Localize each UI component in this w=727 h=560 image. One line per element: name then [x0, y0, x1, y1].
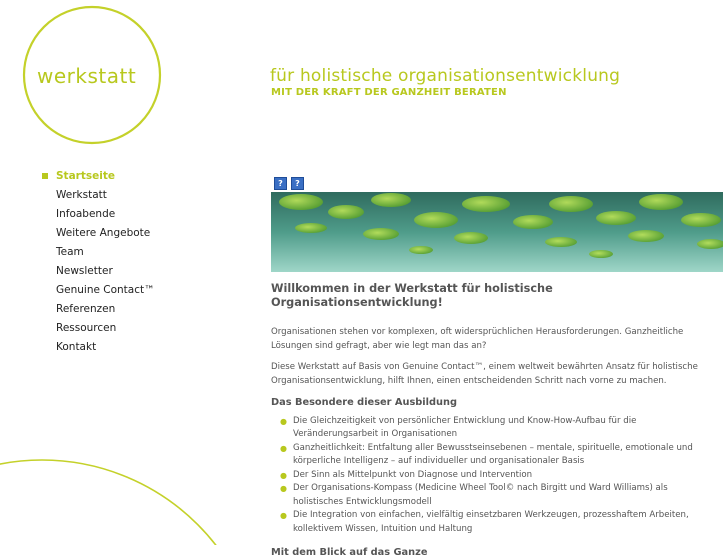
help-icon[interactable]: ? [291, 177, 304, 190]
site-subline: MIT DER KRAFT DER GANZHEIT BERATEN [271, 87, 507, 98]
nav-label: Genuine Contact™ [56, 283, 155, 296]
main-navigation [42, 166, 155, 356]
nav-label: Kontakt [56, 340, 97, 353]
nav-item-kontakt[interactable] [42, 337, 155, 356]
nav-item-genuine-contact[interactable] [42, 280, 155, 299]
nav-label: Werkstatt [56, 188, 107, 201]
list-item: ● Die Integration von einfachen, vielfältig einsetzbaren Werkzeugen, prozesshaftem Arbeiten, kollektivem Wissen, Intuition und Haltung [293, 509, 716, 536]
header-banner-image [271, 192, 723, 272]
section-heading-2: Mit dem Blick auf das Ganze [271, 547, 428, 558]
list-item: ● Der Sinn als Mittelpunkt von Diagnose und Intervention [293, 469, 716, 483]
nav-label: Startseite [56, 169, 115, 182]
feature-list [271, 415, 716, 537]
main-content [271, 282, 716, 560]
logo[interactable]: werkstatt [37, 64, 137, 88]
nav-item-weitere-angebote[interactable] [42, 223, 155, 242]
nav-item-team[interactable] [42, 242, 155, 261]
page-title: Willkommen in der Werkstatt für holistische Organisationsentwicklung! [271, 282, 553, 309]
help-icons [274, 177, 304, 190]
list-item: ● Ganzheitlichkeit: Entfaltung aller Bewusstseinsebenen – mentale, spirituelle, emotionale und körperliche Intelligenz – auf individueller und organisationaler Basis [293, 442, 716, 469]
description-paragraph: Diese Werkstatt auf Basis von Genuine Contact™, einem weltweit bewährten Ansatz für holistische Organisationsentwicklung, hilft Ihnen, einen entscheidenden Schritt nach vorne zu machen. [271, 362, 698, 386]
list-item: ● Die Gleichzeitigkeit von persönlicher Entwicklung und Know-How-Aufbau für die Veränderungsarbeit in Organisationen [293, 415, 716, 442]
site-tagline: für holistische organisationsentwicklung [270, 66, 621, 86]
nav-label: Ressourcen [56, 321, 117, 334]
nav-label: Referenzen [56, 302, 116, 315]
nav-label: Newsletter [56, 264, 113, 277]
nav-item-werkstatt[interactable] [42, 185, 155, 204]
nav-item-ressourcen[interactable] [42, 318, 155, 337]
nav-item-newsletter[interactable] [42, 261, 155, 280]
nav-item-infoabende[interactable] [42, 204, 155, 223]
nav-label: Weitere Angebote [56, 226, 151, 239]
section-heading: Das Besondere dieser Ausbildung [271, 397, 458, 408]
nav-label: Team [56, 245, 84, 258]
active-bullet-icon [42, 173, 48, 179]
nav-item-startseite[interactable] [42, 166, 155, 185]
help-icon[interactable]: ? [274, 177, 287, 190]
intro-paragraph: Organisationen stehen vor komplexen, oft widersprüchlichen Herausforderungen. Ganzheitliche Lösungen sind gefragt, aber wie legt man das an? [271, 327, 684, 351]
list-item: ● Der Organisations-Kompass (Medicine Wheel Tool© nach Birgitt und Ward Williams) als holistisches Entwicklungsmodell [293, 482, 716, 509]
nav-item-referenzen[interactable] [42, 299, 155, 318]
lily-pad-pond-image [271, 192, 723, 272]
nav-label: Infoabende [56, 207, 116, 220]
